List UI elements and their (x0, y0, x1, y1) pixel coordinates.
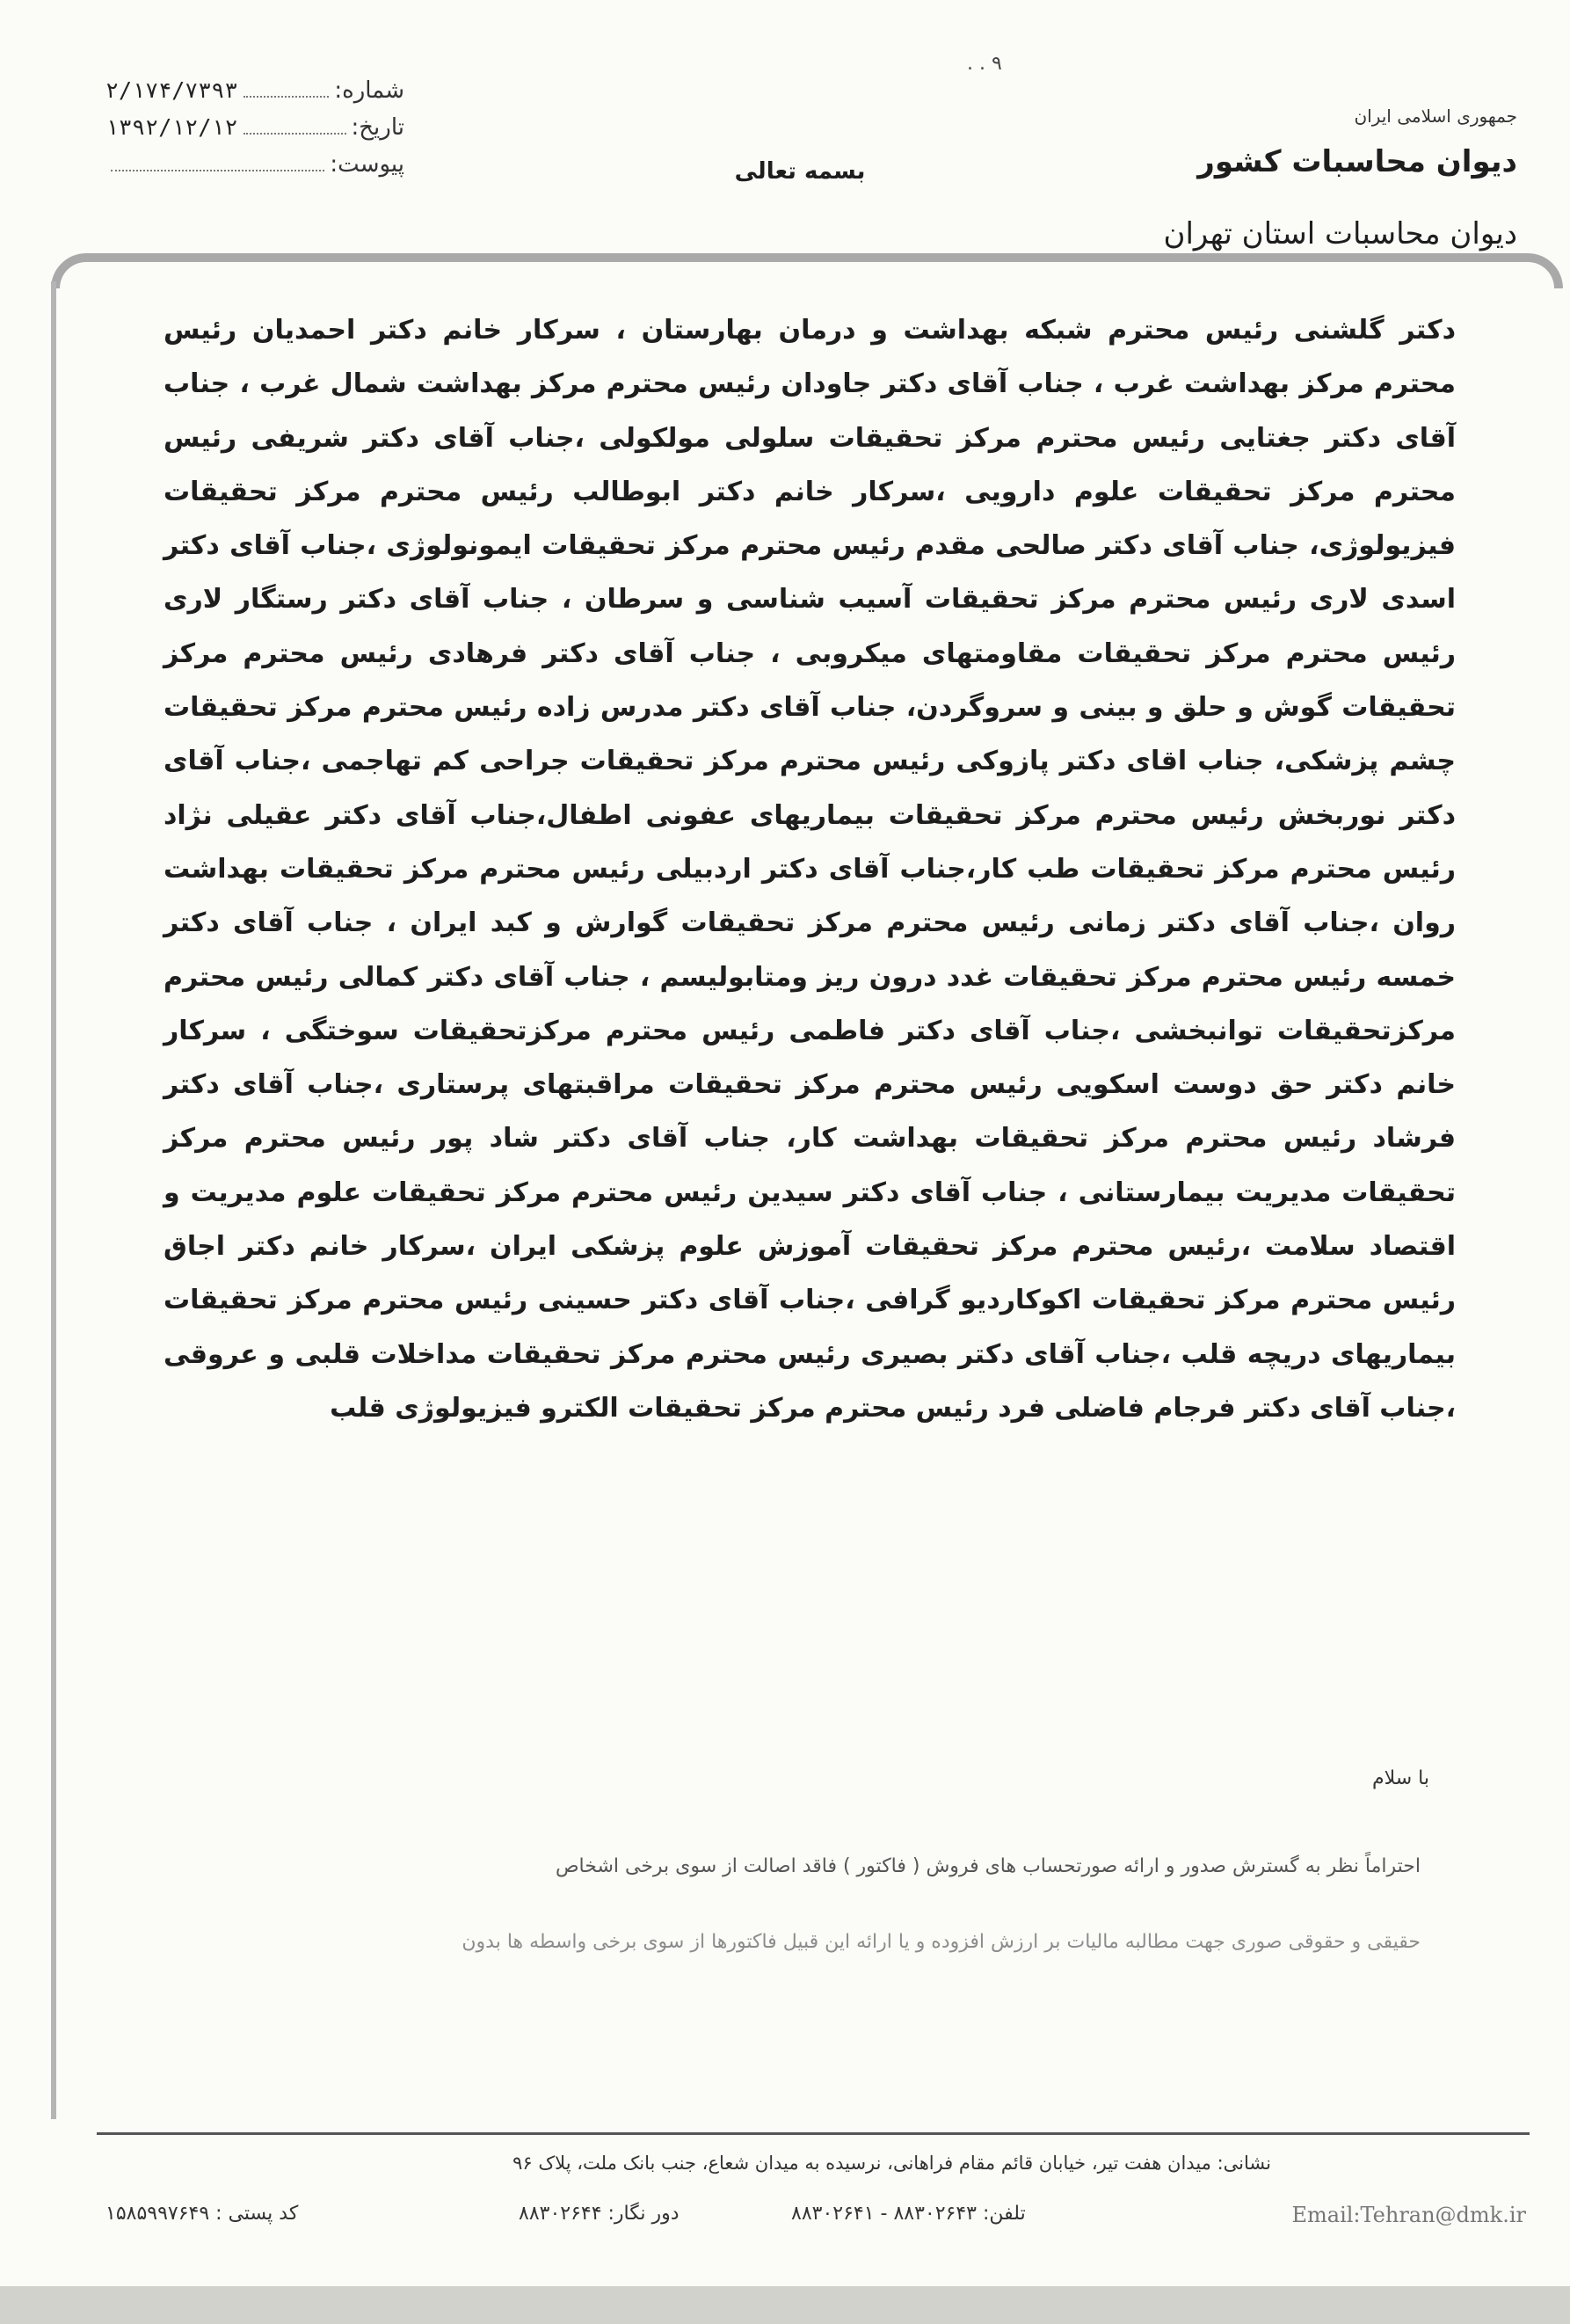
footer-contacts (105, 2203, 1526, 2238)
letter-body (190, 1829, 1421, 1980)
recipients-paragraph: دکتر گلشنی رئیس محترم شبکه بهداشت و درمان بهارستان ، سرکار خانم دکتر احمدیان رئیس محترم مرکز بهداشت غرب ، جناب آقای دکتر جاودان رئیس محترم مرکز بهداشت شمال غرب ، جناب آقای دکتر جغتایی رئیس محترم مرکز تحقیقات سلولی مولکولی ،جناب آقای دکتر شریفی رئیس محترم مرکز تحقیقات علوم دارویی ،سرکار خانم دکتر ابوطالب رئیس محترم مرکز تحقیقات فیزیولوژی، جناب آقای دکتر صالحی مقدم رئیس محترم مرکز تحقیقات ایمونولوژی ،جناب آقای دکتر اسدی لاری رئیس محترم مرکز تحقیقات آسیب شناسی و سرطان ، جناب آقای دکتر رستگار لاری رئیس محترم مرکز تحقیقات مقاومتهای میکروبی ، جناب آقای دکتر فرهادی رئیس محترم مرکز تحقیقات گوش و حلق و بینی و سروگردن، جناب آقای دکتر مدرس زاده رئیس محترم مرکز تحقیقات چشم پزشکی، جناب اقای دکتر پازوکی رئیس محترم مرکز تحقیقات جراحی کم تهاجمی ،جناب آقای دکتر نوربخش رئیس محترم مرکز تحقیقات بیماریهای عفونی اطفال،جناب آقای دکتر عقیلی نژاد رئیس محترم مرکز تحقیقات طب کار،جناب آقای دکتر اردبیلی رئیس محترم مرکز تحقیقات بهداشت روان ،جناب آقای دکتر زمانی رئیس محترم مرکز تحقیقات گوارش و کبد ایران ، جناب آقای دکتر خمسه رئیس محترم مرکز تحقیقات غدد درون ریز ومتابولیسم ، جناب آقای دکتر کمالی رئیس محترم مرکزتحقیقات توانبخشی ،جناب آقای دکتر فاطمی رئیس محترم مرکزتحقیقات سوختگی ، سرکار خانم دکتر حق دوست اسکویی رئیس محترم مرکز تحقیقات مراقبتهای پرستاری ،جناب آقای دکتر فرشاد رئیس محترم مرکز تحقیقات بهداشت کار، جناب آقای دکتر شاد پور رئیس محترم مرکز تحقیقات مدیریت بیمارستانی ، جناب آقای دکتر سیدین رئیس محترم مرکز تحقیقات علوم مدیریت و اقتصاد سلامت ،رئیس محترم مرکز تحقیقات آموزش علوم پزشکی ایران ،سرکار خانم دکتر اجاق رئیس محترم مرکز تحقیقات اکوکاردیو گرافی ،جناب آقای دکتر حسینی رئیس محترم مرکز تحقیقات بیماریهای دریچه قلب ،جناب آقای دکتر بصیری رئیس محترم مرکز تحقیقات مداخلات قلبی و عروقی ،جناب آقای دکتر فرجام فاضلی فرد رئیس محترم مرکز تحقیقات الکترو فیزیولوژی قلب (164, 315, 1456, 1424)
bismillah-heading: بسمه تعالی (734, 158, 866, 185)
org-branch-title: دیوان محاسبات استان تهران (1163, 216, 1517, 251)
footer-address: نشانی: میدان هفت تیر، خیابان قائم مقام فراهانی، نرسیده به میدان شعاع، جنب بانک ملت، پلاک ۹۶ (512, 2153, 1271, 2174)
scan-edge-band (0, 2286, 1570, 2324)
footer-email: Email:Tehran@dmk.ir (1291, 2203, 1526, 2227)
date-value: ۱۳۹۲/۱۲/۱۲ (105, 114, 238, 140)
number-label: شماره: (334, 77, 404, 104)
attachment-label: پیوست: (330, 151, 404, 178)
body-line-1: احتراماً نظر به گسترش صدور و ارائه صورتحساب های فروش ( فاکتور ) فاقد اصالت از سوی برخی اشخاص (555, 1855, 1421, 1877)
meta-number-row (105, 77, 404, 114)
org-main-title: دیوان محاسبات کشور (1197, 144, 1517, 179)
letter-frame-top (51, 253, 1563, 288)
footer-divider (97, 2132, 1530, 2135)
republic-label: جمهوری اسلامی ایران (1354, 106, 1517, 127)
number-value: ۲/۱۷۴/۷۳۹۳ (105, 77, 238, 103)
letterhead-org (1025, 106, 1517, 251)
letter-meta (105, 77, 404, 188)
footer-fax: دور نگار: ۸۸۳۰۲۶۴۴ (519, 2203, 680, 2225)
date-label: تاریخ: (351, 114, 404, 141)
greeting: با سلام (1371, 1767, 1429, 1789)
dotted-line (111, 157, 324, 171)
footer-tel: تلفن: ۸۸۳۰۲۶۴۳ - ۸۸۳۰۲۶۴۱ (791, 2203, 1026, 2225)
meta-date-row (105, 114, 404, 151)
handwritten-marks: . . ۹ (967, 53, 1002, 75)
dotted-line (243, 84, 330, 98)
meta-attachment-row (105, 151, 404, 188)
letter-frame-left (51, 281, 56, 2119)
body-line-2: حقیقی و حقوقی صوری جهت مطالبه مالیات بر ارزش افزوده و یا ارائه این قبیل فاکتورها از سوی برخی واسطه ها بدون (462, 1931, 1421, 1953)
footer-postal-code: کد پستی : ۱۵۸۵۹۹۷۶۴۹ (105, 2203, 299, 2225)
dotted-line (243, 120, 346, 135)
